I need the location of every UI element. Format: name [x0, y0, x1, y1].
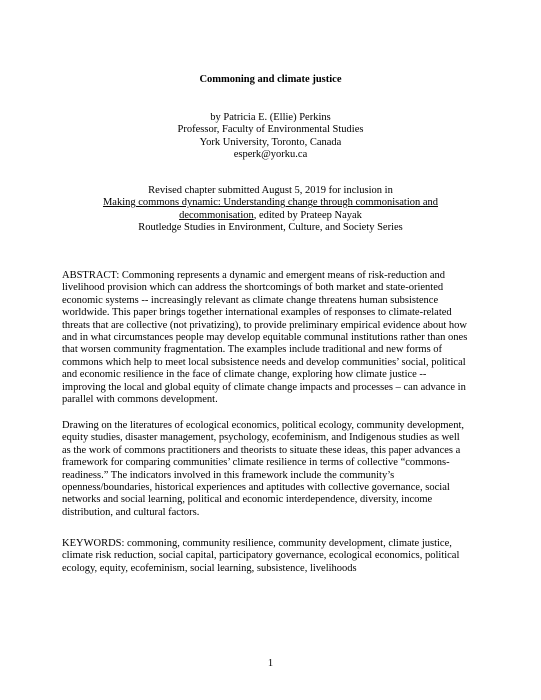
- abstract-line: commons which help to meet local subsistence needs and develop communities’ social, political: [62, 356, 466, 368]
- framework-line: as the work of commons practitioners and theorists to situate these ideas, this paper advances a: [62, 444, 461, 456]
- framework-line: distribution, and cultural factors.: [62, 506, 200, 518]
- abstract-paragraph: [62, 270, 482, 406]
- framework-paragraph: [62, 420, 482, 519]
- abstract-line: that worsen community fragmentation. The examples include traditional and new forms of: [62, 344, 443, 356]
- abstract-line: and economic resilience in the face of climate change, exploring how climate justice --: [62, 369, 427, 381]
- framework-line: Drawing on the literatures of ecological economics, political ecology, community development,: [62, 420, 464, 431]
- author-email: esperk@yorku.ca: [233, 148, 308, 160]
- framework-line: networks and social learning, political and economic interdependence, diversity, income: [62, 494, 433, 506]
- abstract-line: economic systems -- increasingly relevant as climate change threatens human subsistence: [62, 294, 439, 306]
- submission-line: Revised chapter submitted August 5, 2019 for inclusion in: [148, 185, 393, 196]
- keywords-line: ecology, equity, ecofeminism, social learning, subsistence, livelihoods: [62, 562, 357, 574]
- author-byline: by Patricia E. (Ellie) Perkins: [210, 112, 331, 123]
- framework-line: framework for comparing communities’ climate resilience in terms of collective “commons-: [62, 457, 450, 469]
- page-number: 1: [267, 658, 274, 669]
- author-position: Professor, Faculty of Environmental Studies: [177, 124, 364, 136]
- book-title-line-1: [0, 197, 541, 209]
- framework-line: openness/boundaries, historical experiences and aptitudes with collective governance, social: [62, 482, 450, 494]
- book-title-part-1: Making commons dynamic: Understanding change through commonisation and: [102, 197, 439, 209]
- abstract-line: worldwide. This paper brings together international examples of responses to climate-related: [62, 307, 452, 319]
- framework-line: readiness.” The indicators involved in this framework include the community’s: [62, 469, 395, 481]
- author-institution: York University, Toronto, Canada: [199, 136, 342, 148]
- abstract-line: and in what circumstances people may develop equitable communal institutions rather than ones: [62, 332, 468, 344]
- author-block: [0, 112, 541, 161]
- keywords-line: climate risk reduction, social capital, participatory governance, ecological economics, political: [62, 550, 460, 562]
- book-series: Routledge Studies in Environment, Culture, and Society Series: [138, 221, 403, 233]
- abstract-line: livelihood provision which can address the shortcomings of both market and state-oriented: [62, 282, 444, 294]
- book-title-part-2: decommonisation: [179, 209, 254, 221]
- abstract-line: parallel with commons development.: [62, 394, 218, 406]
- abstract-line: ABSTRACT: Commoning represents a dynamic and emergent means of risk-reduction and: [62, 270, 446, 281]
- paper-title: Commoning and climate justice: [199, 74, 342, 85]
- submission-block: [0, 185, 541, 234]
- keywords-line: KEYWORDS: commoning, community resilience, community development, climate justice,: [62, 538, 452, 549]
- framework-line: equity studies, disaster management, psychology, ecofeminism, and Indigenous studies as well: [62, 432, 460, 444]
- keywords-paragraph: [62, 538, 482, 575]
- abstract-line: improving the local and global equity of climate change impacts and processes – can advance in: [62, 381, 466, 393]
- editor-credit: , edited by Prateep Nayak: [253, 209, 362, 221]
- abstract-line: threats that are collective (not privatizing), to provide preliminary empirical evidence about how: [62, 319, 467, 331]
- book-title-line-2: [0, 210, 541, 222]
